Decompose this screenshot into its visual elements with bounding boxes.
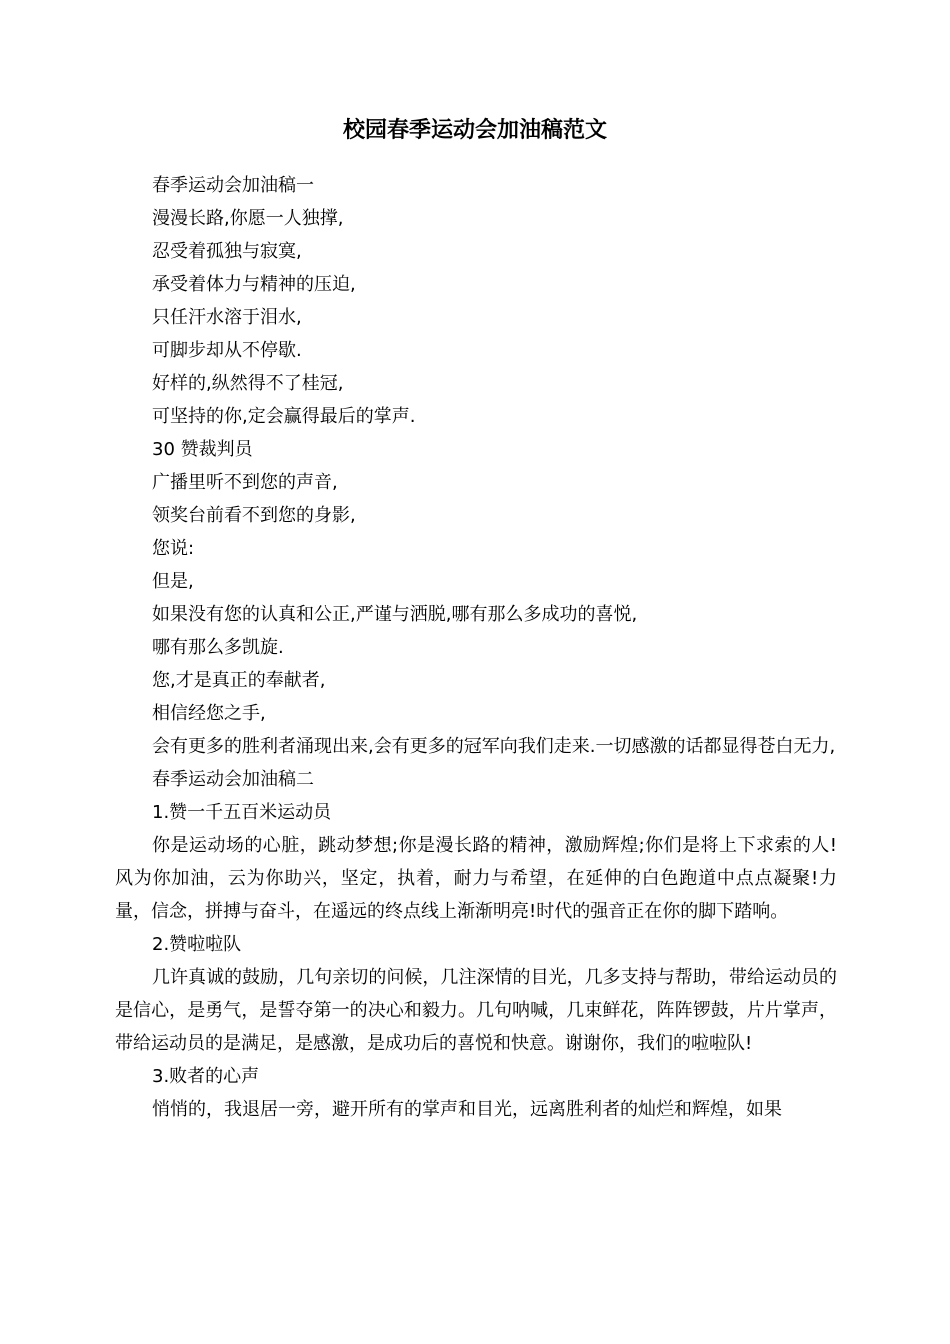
body-paragraph: 几许真诚的鼓励，几句亲切的问候，几注深情的目光，几多支持与帮助，带给运动员的是信心，是勇气，是誓夺第一的决心和毅力。几句呐喊，几束鲜花，阵阵锣鼓，片片掌声，带给运动员的是满足，是感激，是成功后的喜悦和快意。谢谢你，我们的啦啦队! [115, 967, 837, 1054]
body-line: 哪有那么多凯旋. [152, 637, 284, 658]
body-line: 您说: [152, 538, 195, 559]
body-line: 承受着体力与精神的压迫, [152, 274, 356, 295]
document-title: 校园春季运动会加油稿范文 [342, 118, 607, 143]
body-line: 如果没有您的认真和公正,严谨与洒脱,哪有那么多成功的喜悦, [152, 604, 638, 625]
body-line: 忍受着孤独与寂寞, [152, 241, 302, 262]
body-line: 只任汗水溶于泪水, [152, 307, 302, 328]
body-paragraph: 你是运动场的心脏，跳动梦想;你是漫长路的精神，激励辉煌;你们是将上下求索的人!风为你加油，云为你助兴，坚定，执着，耐力与希望，在延伸的白色跑道中点点凝聚!力量，信念，拼搏与奋斗，在遥远的终点线上渐渐明亮!时代的强音正在你的脚下踏响。 [115, 835, 837, 922]
body-line: 但是, [152, 571, 194, 592]
body-line: 可脚步却从不停歇. [152, 340, 302, 361]
body-line: 广播里听不到您的声音, [152, 472, 338, 493]
body-line: 春季运动会加油稿一 [152, 175, 314, 196]
body-line: 好样的,纵然得不了桂冠, [152, 373, 344, 394]
body-line: 30 赞裁判员 [152, 439, 253, 460]
body-line: 您,才是真正的奉献者, [152, 670, 326, 691]
document-body [115, 169, 837, 1126]
body-paragraph: 会有更多的胜利者涌现出来,会有更多的冠军向我们走来.一切感激的话都显得苍白无力, [152, 736, 836, 757]
body-line: 1.赞一千五百米运动员 [152, 802, 332, 823]
body-line: 3.败者的心声 [152, 1066, 260, 1087]
body-line: 可坚持的你,定会赢得最后的掌声. [152, 406, 416, 427]
body-line: 2.赞啦啦队 [152, 934, 242, 955]
body-line: 春季运动会加油稿二 [152, 769, 314, 790]
body-line: 漫漫长路,你愿一人独撑, [152, 208, 344, 229]
body-paragraph: 悄悄的，我退居一旁，避开所有的掌声和目光，远离胜利者的灿烂和辉煌，如果 [152, 1099, 782, 1120]
body-line: 相信经您之手, [152, 703, 266, 724]
body-line: 领奖台前看不到您的身影, [152, 505, 356, 526]
